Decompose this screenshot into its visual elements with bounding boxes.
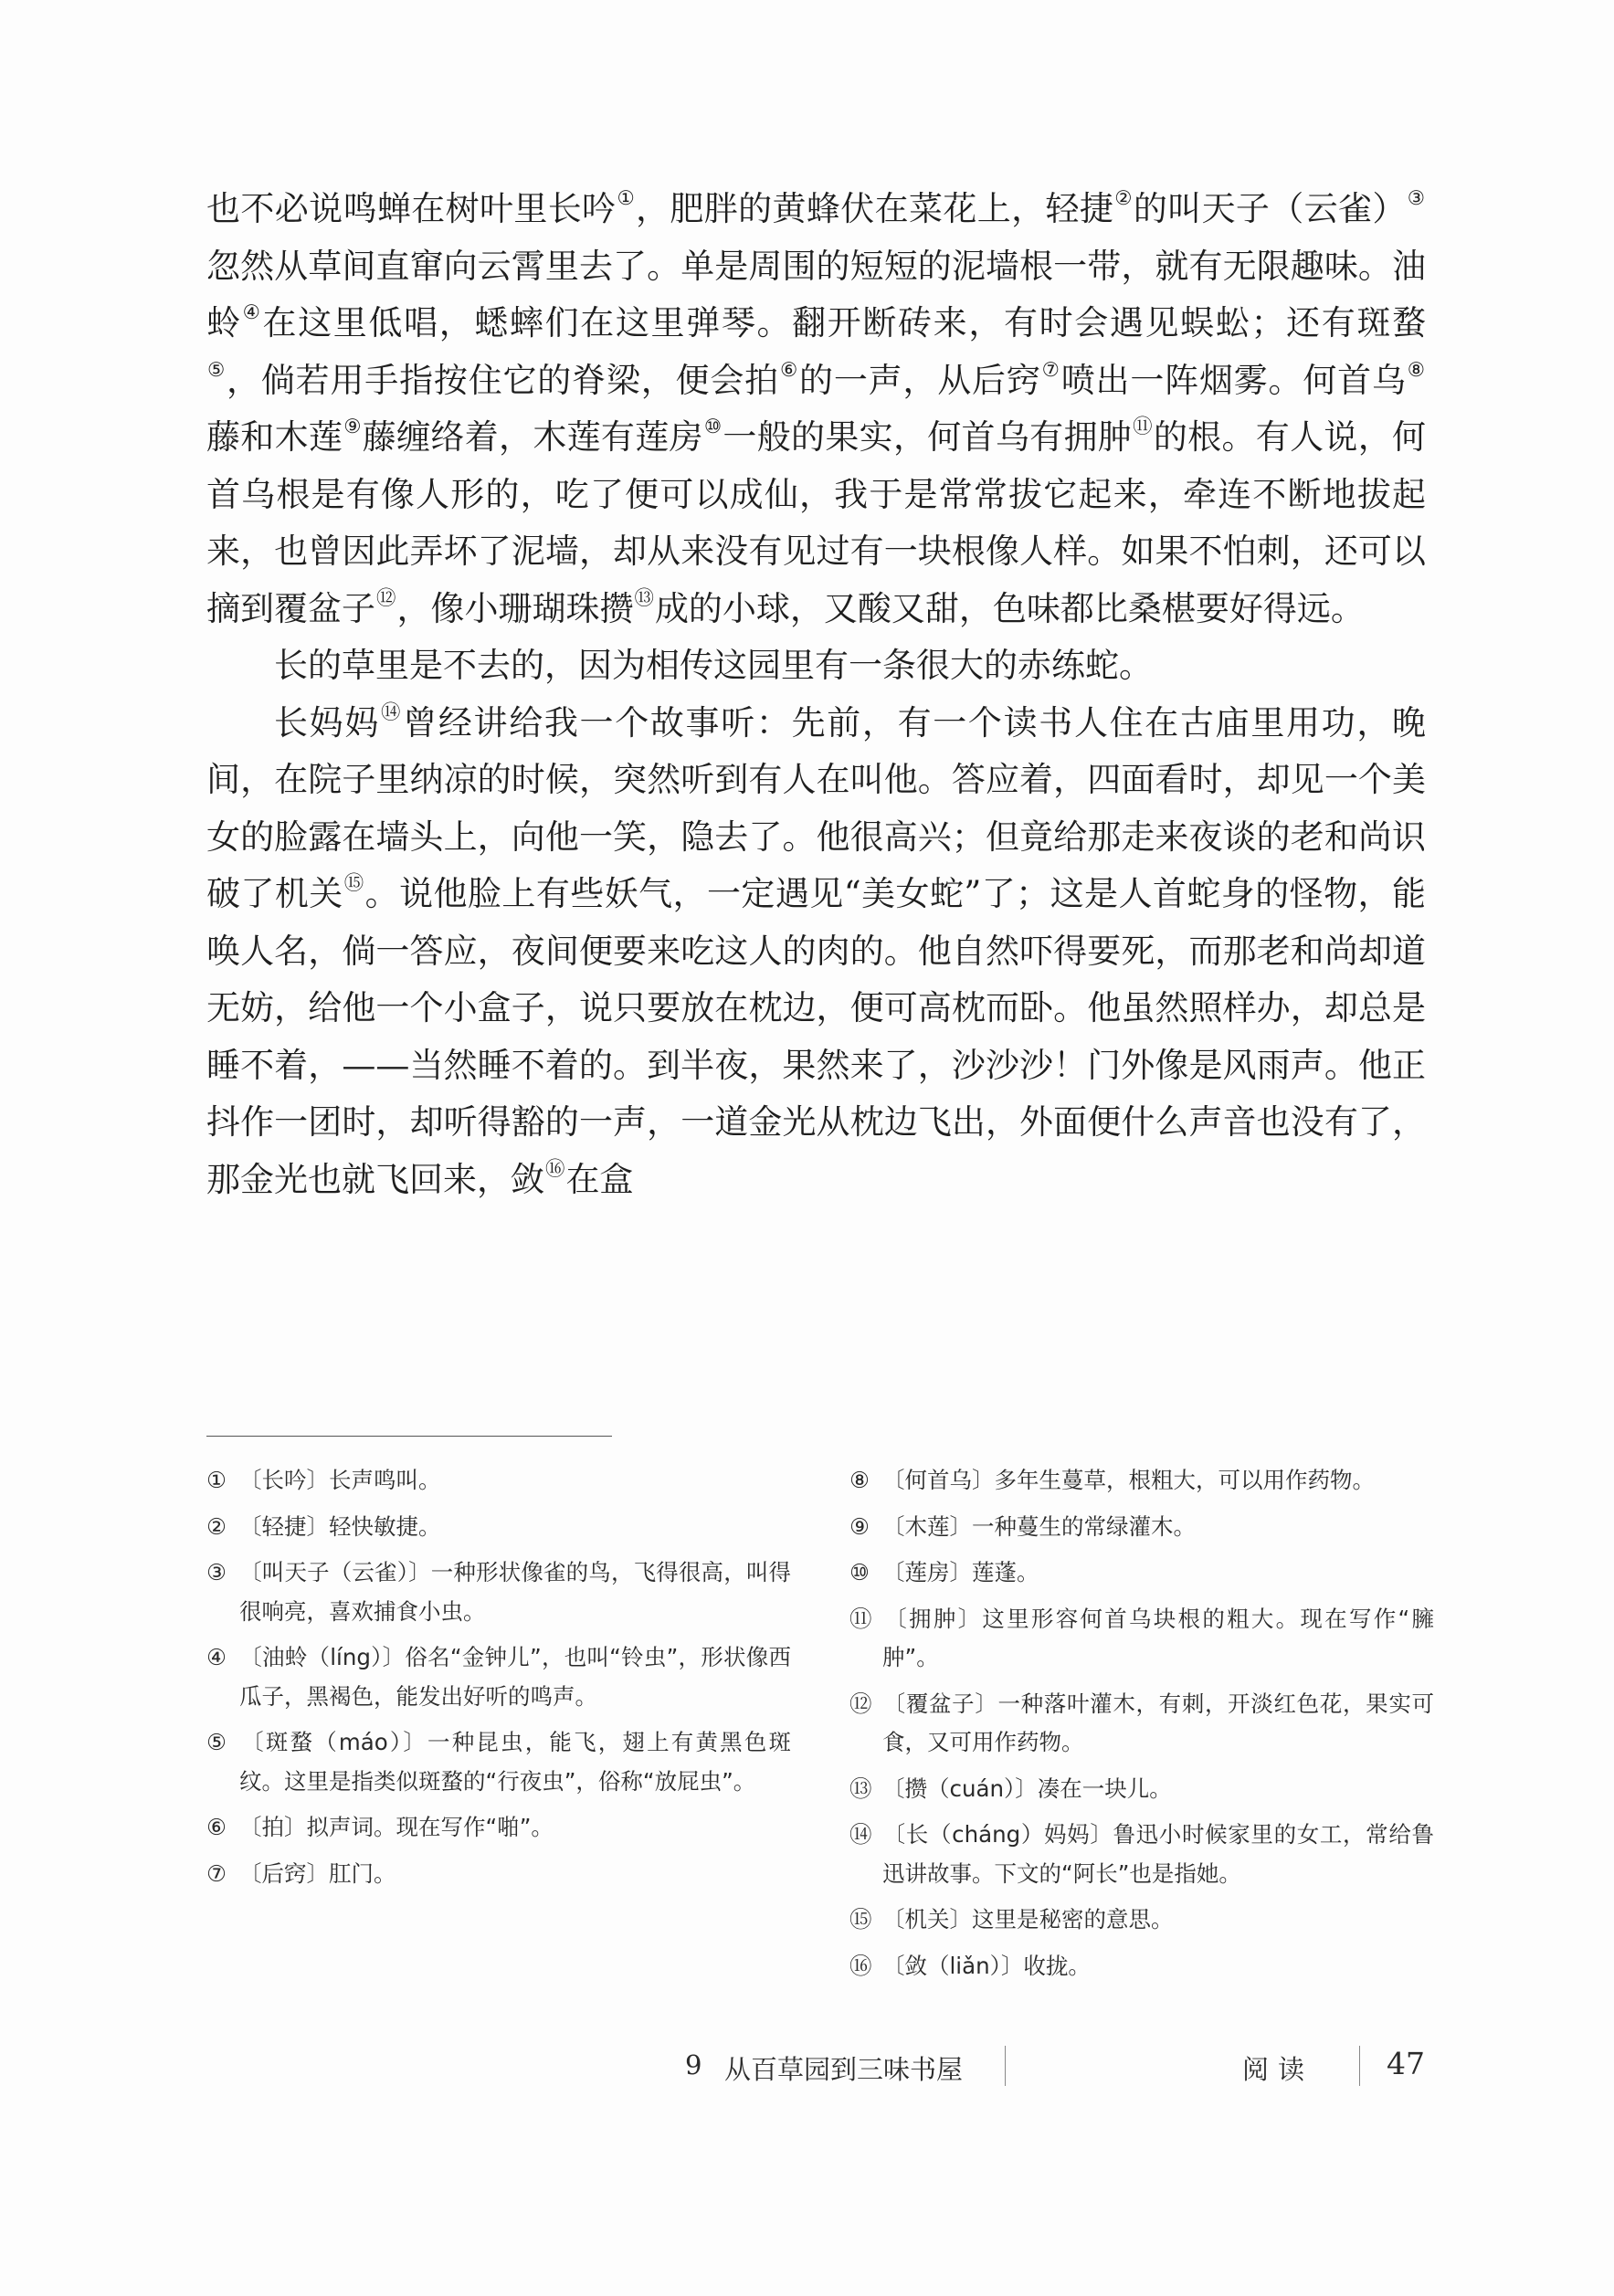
footnote-marker: ⑨ bbox=[343, 416, 362, 439]
section-label: 阅读 bbox=[1242, 2054, 1314, 2085]
text-run: 在这里低唱，蟋蟀们在这里弹琴。翻开断砖来，有时会遇见蜈蚣；还有斑蝥 bbox=[262, 303, 1426, 342]
text-run: 也不必说鸣蝉在树叶里长吟 bbox=[206, 189, 617, 228]
footnote-text: 〔何首乌〕多年生蔓草，根粗大，可以用作药物。 bbox=[882, 1467, 1375, 1493]
footnote bbox=[849, 1508, 1434, 1547]
footnote bbox=[849, 1947, 1434, 1986]
footnote-marker: ⑯ bbox=[545, 1157, 565, 1181]
footnote-marker: ⑧ bbox=[1407, 358, 1426, 382]
footnote-text: 〔长吟〕长声鸣叫。 bbox=[239, 1467, 441, 1493]
footnote-marker: ⑬ bbox=[634, 586, 654, 610]
footnote-marker: ⑭ bbox=[381, 700, 403, 724]
footnote-number: ⑥ bbox=[206, 1814, 227, 1840]
footnote-number: ① bbox=[206, 1467, 227, 1493]
text-run: 。说他脸上有些妖气，一定遇见“美女蛇”了；这是人首蛇身的怪物，能唤人名，倘一答应，夜间便要来吃这人的肉的。他自然吓得要死，而那老和尚却道无妨，给他一个小盒子，说只要放在枕边，便可高枕而卧。他虽然照样办，却总是睡不着，——当然睡不着的。到半夜，果然来了，沙沙沙！门外像是风雨声。他正抖作一团时，却听得豁的一声，一道金光从枕边飞出，外面便什么声音也没有了，那金光也就飞回来，敛 bbox=[206, 874, 1426, 1199]
footnote-number: ⑮ bbox=[849, 1906, 872, 1933]
footnote-marker: ③ bbox=[1407, 187, 1426, 211]
footnote-text: 〔机关〕这里是秘密的意思。 bbox=[882, 1906, 1174, 1933]
text-run: 藤和木莲 bbox=[206, 417, 343, 457]
footnote bbox=[206, 1638, 791, 1716]
footnote-text: 〔敛（liǎn）〕收拢。 bbox=[882, 1952, 1091, 1979]
footnote-number: ⑪ bbox=[849, 1605, 872, 1632]
footnote-divider bbox=[206, 1436, 612, 1437]
lesson-number: 9 bbox=[685, 2049, 702, 2080]
footnote-text: 〔油蛉（líng）〕俗名“金钟儿”，也叫“铃虫”，形状像西瓜子，黑褐色，能发出好听的鸣声。 bbox=[239, 1644, 791, 1710]
paragraph bbox=[206, 695, 1426, 1209]
footnote-number: ⑭ bbox=[849, 1821, 872, 1848]
footnote-number: ⑧ bbox=[849, 1467, 870, 1493]
footnote bbox=[849, 1685, 1434, 1763]
footnote bbox=[206, 1508, 791, 1547]
footnote-marker: ⑦ bbox=[1041, 358, 1060, 382]
footnote bbox=[206, 1808, 791, 1848]
footnote bbox=[849, 1770, 1434, 1809]
footer-divider bbox=[1359, 2046, 1360, 2086]
footnote-number: ⑯ bbox=[849, 1952, 872, 1979]
text-run: 喷出一阵烟雾。何首乌 bbox=[1060, 360, 1407, 400]
footnote bbox=[849, 1461, 1434, 1501]
lesson-title: 从百草园到三味书屋 bbox=[724, 2054, 964, 2085]
footnote-number: ④ bbox=[206, 1644, 227, 1670]
footnote-marker: ① bbox=[617, 187, 636, 211]
footnote bbox=[206, 1553, 791, 1631]
footnote-text: 〔攒（cuán）〕凑在一块儿。 bbox=[882, 1775, 1172, 1802]
text-run: 藤缠络着，木莲有莲房 bbox=[362, 417, 703, 457]
footnote-text: 〔覆盆子〕一种落叶灌木，有刺，开淡红色花，果实可食，又可用作药物。 bbox=[882, 1690, 1434, 1755]
footnotes-right-column bbox=[849, 1461, 1434, 1993]
footnote-text: 〔木莲〕一种蔓生的常绿灌木。 bbox=[882, 1512, 1196, 1540]
text-run: 一般的果实，何首乌有拥肿 bbox=[723, 417, 1133, 457]
main-text bbox=[206, 181, 1426, 1208]
page-footer bbox=[0, 2046, 1614, 2091]
footnote-text: 〔拥肿〕这里形容何首乌块根的粗大。现在写作“臃肿”。 bbox=[882, 1605, 1434, 1670]
footnote-number: ⑤ bbox=[206, 1729, 227, 1755]
text-run: 长妈妈 bbox=[274, 702, 381, 743]
text-run: 的叫天子（云雀） bbox=[1133, 189, 1407, 228]
page-number: 47 bbox=[1387, 2046, 1425, 2081]
footnote-text: 〔拍〕拟声词。现在写作“啪”。 bbox=[239, 1814, 554, 1840]
footnote-text: 〔轻捷〕轻快敏捷。 bbox=[239, 1512, 441, 1540]
footnote-marker: ⑥ bbox=[779, 358, 799, 382]
footnote-marker: ④ bbox=[242, 301, 262, 325]
footnote-marker: ⑤ bbox=[207, 358, 227, 382]
text-run: ，肥胖的黄蜂伏在菜花上，轻捷 bbox=[636, 189, 1114, 228]
text-run: ，倘若用手指按住它的脊梁，便会拍 bbox=[227, 360, 779, 400]
footnote-number: ③ bbox=[206, 1559, 227, 1585]
footnote bbox=[849, 1553, 1434, 1593]
footnote-number: ⑫ bbox=[849, 1690, 872, 1717]
footnote bbox=[849, 1600, 1434, 1678]
text-run: 成的小球，又酸又甜，色味都比桑椹要好得远。 bbox=[654, 588, 1365, 628]
footnote-number: ⑦ bbox=[206, 1859, 227, 1887]
paragraph bbox=[206, 181, 1426, 637]
footnote-text: 〔叫天子（云雀）〕一种形状像雀的鸟，飞得很高，叫得很响亮，喜欢捕食小虫。 bbox=[239, 1559, 791, 1625]
footnotes-left-column bbox=[206, 1461, 791, 1901]
footnote-text: 〔莲房〕莲蓬。 bbox=[882, 1559, 1039, 1585]
footnote-text: 〔后窍〕肛门。 bbox=[239, 1859, 396, 1887]
text-run: 在盒 bbox=[565, 1159, 634, 1199]
footnote-number: ② bbox=[206, 1512, 227, 1540]
paragraph bbox=[206, 637, 1426, 695]
text-run: 的一声，从后窍 bbox=[799, 360, 1041, 400]
footnote-number: ⑬ bbox=[849, 1775, 872, 1802]
footnote-marker: ② bbox=[1114, 187, 1133, 211]
footnote bbox=[206, 1723, 791, 1801]
footnote-marker: ⑫ bbox=[376, 586, 396, 610]
footnote bbox=[849, 1901, 1434, 1940]
footer-divider bbox=[1005, 2046, 1006, 2086]
footnote-text: 〔长（cháng）妈妈〕鲁迅小时候家里的女工，常给鲁迅讲故事。下文的“阿长”也是指她。 bbox=[882, 1821, 1434, 1887]
text-run: 忽然从草间直窜向云霄里去了。单是周围的短短的泥墙根一带，就有无限趣味。油蛉 bbox=[206, 246, 1426, 342]
text-run: 曾经讲给我一个故事听：先前，有一个读书人住在古庙里用功，晚间，在院子里纳凉的时候，突然听到有人在叫他。答应着，四面看时，却见一个美女的脸露在墙头上，向他一笑，隐去了。他很高兴；但竟给那走来夜谈的老和尚识破了机关 bbox=[206, 702, 1427, 913]
footnote bbox=[849, 1816, 1434, 1893]
footnote-number: ⑩ bbox=[849, 1559, 870, 1585]
footnote-marker: ⑪ bbox=[1133, 416, 1153, 439]
text-run: 长的草里是不去的，因为相传这园里有一条很大的赤练蛇。 bbox=[274, 646, 1153, 685]
text-run: 的根。有人说，何首乌根是有像人形的，吃了便可以成仙，我于是常常拔它起来，牵连不断地拔起来，也曾因此弄坏了泥墙，却从来没有见过有一块根像人样。如果不怕刺，还可以摘到覆盆子 bbox=[206, 417, 1427, 628]
text-run: ，像小珊瑚珠攒 bbox=[396, 588, 634, 628]
footnote-marker: ⑮ bbox=[343, 872, 364, 896]
footnote bbox=[206, 1461, 791, 1501]
footnote-number: ⑨ bbox=[849, 1512, 870, 1540]
footnote-text: 〔斑蝥（máo）〕一种昆虫，能飞，翅上有黄黑色斑纹。这里是指类似斑蝥的“行夜虫”，俗称“放屁虫”。 bbox=[239, 1729, 791, 1795]
footnote bbox=[206, 1855, 791, 1894]
footnote-marker: ⑩ bbox=[703, 416, 723, 439]
